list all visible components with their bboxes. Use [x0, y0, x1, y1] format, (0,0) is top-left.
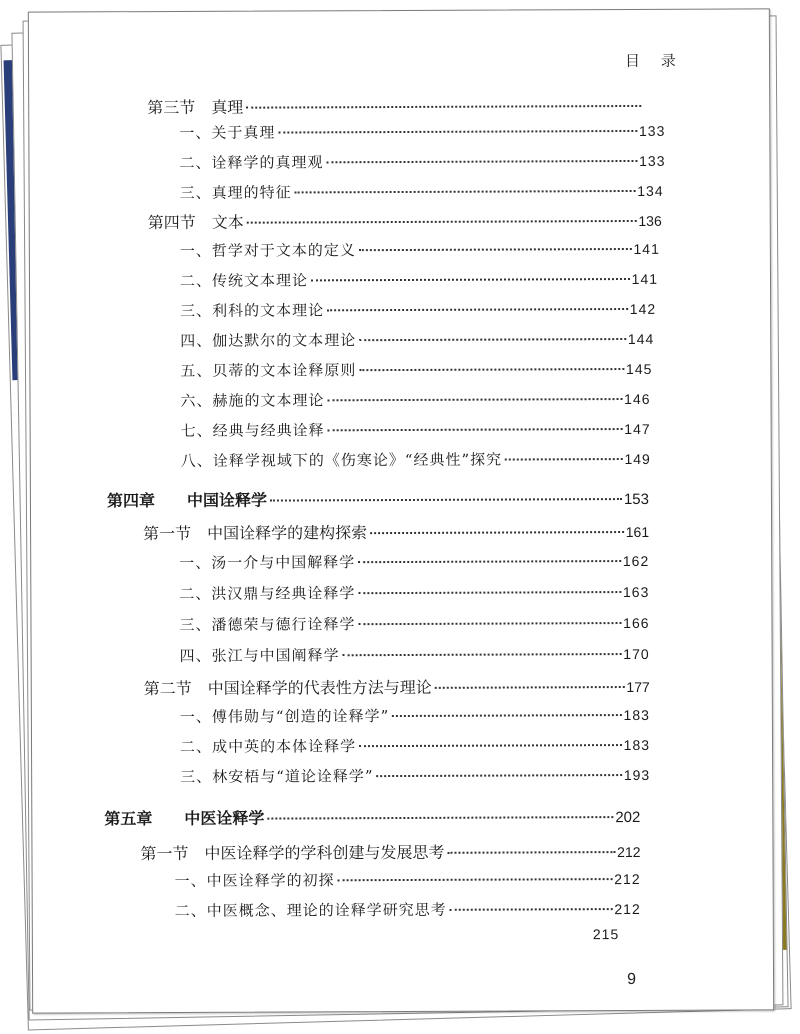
- toc-item[interactable]: [175, 898, 641, 921]
- toc-item-title: 哲学对于文本的定义: [211, 241, 356, 260]
- toc-section-page: 136: [638, 212, 662, 229]
- toc-item-number: 五、: [180, 361, 213, 380]
- toc-item-page: 212: [614, 900, 641, 918]
- leader-dots: [358, 560, 621, 563]
- running-header: 目 录: [624, 51, 684, 71]
- page-number: 9: [627, 970, 636, 989]
- toc-chapter-number: 第四章: [106, 493, 156, 511]
- toc-item-page: 145: [625, 360, 653, 378]
- toc-item-number: 二、: [179, 271, 213, 290]
- toc-chapter[interactable]: [107, 486, 649, 511]
- toc-item-number: 七、: [180, 421, 213, 440]
- toc-section-page: 212: [617, 843, 641, 861]
- leader-dots: [435, 686, 625, 689]
- toc-item-number: 二、: [179, 153, 212, 172]
- toc-item-number: 二、: [174, 901, 207, 920]
- leader-dots: [328, 428, 623, 431]
- toc-item[interactable]: [180, 764, 650, 787]
- leader-dots: [377, 774, 622, 777]
- toc-item-title: 赫施的文本理论: [212, 391, 325, 410]
- toc-item-number: 二、: [179, 584, 212, 603]
- toc-item-number: 一、: [179, 241, 212, 260]
- leader-dots: [246, 105, 641, 109]
- leader-dots: [359, 248, 632, 251]
- toc-item-number: 一、: [174, 871, 207, 890]
- toc-chapter-page: 153: [623, 490, 649, 509]
- toc-item-page: 170: [623, 645, 650, 663]
- leader-dots: [267, 816, 613, 820]
- leader-dots: [278, 130, 637, 134]
- leader-dots: [392, 714, 621, 717]
- leader-dots: [370, 531, 624, 534]
- toc-item[interactable]: [180, 704, 650, 727]
- toc-item[interactable]: [179, 120, 665, 143]
- leader-dots: [359, 622, 622, 625]
- leader-dots: [311, 278, 630, 281]
- toc-item[interactable]: [181, 418, 651, 441]
- toc-item[interactable]: [180, 643, 650, 666]
- toc-item-number: 三、: [179, 183, 212, 202]
- toc-item-page: 141: [631, 270, 659, 287]
- toc-item-number: 三、: [180, 301, 213, 320]
- toc-item[interactable]: [180, 298, 656, 321]
- toc-item[interactable]: [181, 448, 651, 471]
- toc-item-page: 144: [627, 330, 655, 348]
- toc-item-title: 林安梧与“道论诠释学”: [212, 767, 374, 786]
- toc-item-number: 二、: [179, 737, 213, 756]
- toc-item-title: 成中英的本体诠释学: [212, 737, 357, 756]
- toc-item-page: 162: [622, 552, 650, 570]
- toc-section-title: 中国诠释学的建构探索: [207, 523, 368, 543]
- toc-item-title: 贝蒂的文本诠释原则: [212, 361, 357, 380]
- toc-section[interactable]: [144, 674, 650, 699]
- toc-item-number: 四、: [179, 646, 212, 665]
- toc-item-page: 133: [638, 122, 666, 139]
- leader-dots: [270, 498, 622, 502]
- toc-item-page: 183: [623, 706, 650, 724]
- toc-item-title: 汤一介与中国解释学: [211, 553, 356, 572]
- toc-item-title: 张江与中国阐释学: [211, 646, 340, 665]
- toc-item-page: 134: [637, 182, 664, 199]
- toc-item[interactable]: [180, 180, 664, 203]
- leader-dots: [448, 851, 616, 854]
- toc-item[interactable]: [179, 581, 649, 604]
- leader-dots: [450, 908, 613, 911]
- leader-dots: [359, 744, 622, 747]
- toc-section-page: 161: [625, 523, 650, 541]
- toc-item-title: 关于真理: [211, 123, 276, 142]
- toc-item[interactable]: [180, 388, 650, 411]
- toc-item-title: 洪汉鼎与经典诠释学: [211, 584, 356, 603]
- toc-section[interactable]: [143, 519, 649, 544]
- leader-dots: [295, 190, 636, 193]
- toc-section-page: 177: [626, 678, 650, 696]
- toc-item-page: 215: [592, 926, 620, 943]
- toc-item-title: 傅伟勋与“创造的诠释学”: [211, 707, 390, 726]
- toc-section-number: 第三节: [147, 97, 196, 118]
- toc-chapter-title: 中医诠释学: [184, 810, 265, 828]
- toc-item-page: 166: [623, 614, 650, 632]
- leader-dots: [359, 368, 624, 371]
- toc-item[interactable]: [179, 550, 649, 573]
- leader-dots: [328, 398, 623, 401]
- toc-item-number: 一、: [179, 123, 212, 142]
- leader-dots: [338, 878, 613, 881]
- toc-item-page: 147: [624, 420, 651, 438]
- toc-item-title: 诠释学视域下的《伤寒论》“经典性”探究: [212, 450, 503, 470]
- toc-item-title: 中医诠释学的初探: [206, 871, 335, 890]
- leader-dots: [359, 338, 626, 341]
- toc-item-number: 六、: [180, 391, 213, 410]
- toc-item[interactable]: [180, 358, 652, 381]
- toc-chapter-number: 第五章: [104, 811, 153, 829]
- toc-item-title: 经典与经典诠释: [212, 421, 325, 440]
- toc-item-page: 141: [633, 240, 660, 257]
- toc-chapter-page: 202: [615, 808, 641, 827]
- toc-item-number: 一、: [179, 707, 212, 726]
- toc-trailing-page: [593, 926, 641, 942]
- toc-item-number: 三、: [179, 615, 212, 634]
- toc-item-title: 传统文本理论: [211, 271, 309, 290]
- toc-item-title: 真理的特征: [211, 183, 292, 202]
- toc-section-number: 第二节: [143, 678, 192, 699]
- leader-dots: [358, 591, 621, 594]
- toc-section-number: 第四节: [147, 212, 196, 233]
- toc-item[interactable]: [180, 734, 650, 757]
- leader-dots: [505, 458, 622, 461]
- toc-item-title: 潘德荣与德行诠释学: [211, 615, 356, 634]
- toc-section[interactable]: [148, 208, 662, 233]
- toc-item-page: 133: [639, 152, 666, 169]
- toc-item-page: 163: [622, 583, 650, 601]
- toc-item-page: 212: [614, 870, 641, 888]
- leader-dots: [327, 160, 638, 163]
- toc-item-title: 伽达默尔的文本理论: [212, 331, 357, 350]
- leader-dots: [247, 220, 637, 224]
- leader-dots: [327, 308, 628, 311]
- toc-item-number: 八、: [180, 451, 213, 470]
- toc-chapter-title: 中国诠释学: [186, 492, 268, 510]
- toc-item-title: 利科的文本理论: [212, 301, 325, 320]
- toc-item-title: 中医概念、理论的诠释学研究思考: [206, 900, 447, 920]
- toc-item-page: 193: [623, 766, 651, 784]
- toc-section-number: 第一节: [143, 523, 192, 544]
- toc-section-title: 中国诠释学的代表性方法与理论: [207, 677, 432, 698]
- toc-item[interactable]: [179, 612, 649, 635]
- toc-item-page: 146: [624, 390, 651, 408]
- toc-section[interactable]: [140, 839, 640, 864]
- toc-item[interactable]: [175, 868, 641, 891]
- toc-item[interactable]: [180, 268, 658, 291]
- toc-item-page: 149: [624, 450, 651, 468]
- toc-section-number: 第一节: [140, 843, 189, 864]
- toc-item-page: 183: [623, 736, 651, 754]
- toc-item-number: 四、: [180, 331, 213, 350]
- toc-chapter[interactable]: [104, 804, 640, 829]
- leader-dots: [343, 653, 622, 656]
- toc-item-title: 诠释学的真理观: [211, 153, 324, 172]
- toc-item[interactable]: [180, 328, 654, 351]
- toc-section-title: 中医诠释学的学科创建与发展思考: [204, 842, 445, 863]
- toc-item-number: 三、: [180, 767, 213, 786]
- toc-section-title: 真理: [211, 97, 244, 117]
- toc-section[interactable]: [147, 93, 643, 118]
- toc-item-number: 一、: [179, 553, 212, 572]
- toc-item[interactable]: [180, 238, 660, 261]
- toc-item-page: 142: [629, 300, 657, 317]
- toc-item[interactable]: [179, 150, 665, 173]
- toc-page: [28, 8, 774, 1013]
- toc-section-title: 文本: [211, 212, 244, 232]
